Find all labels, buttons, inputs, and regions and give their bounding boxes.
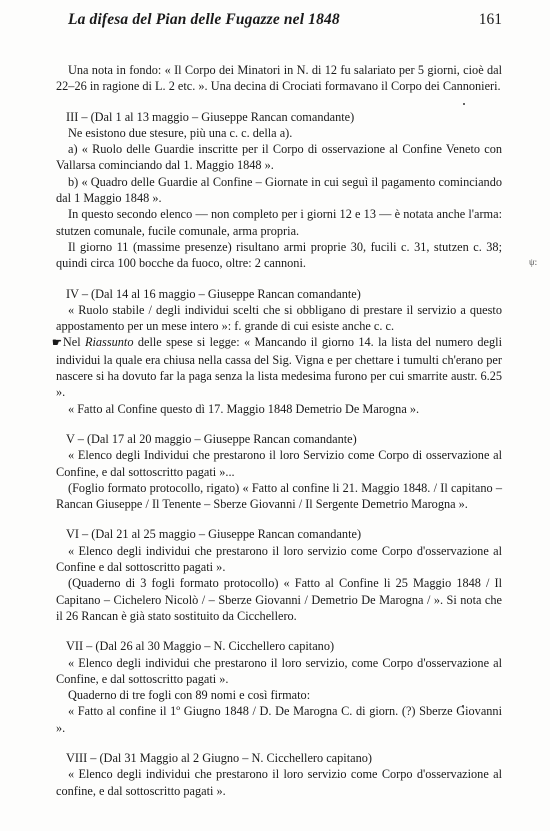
section-v [56,431,502,512]
section-paragraph: Il giorno 11 (massime presenze) risultano armi proprie 30, fucili c. 31, stutzen c. 38; quindi circa 100 bocche da fuoco, oltre: 2 cannoni. [56,239,502,271]
section-heading: IV – (Dal 14 al 16 maggio – Giuseppe Rancan comandante) [66,286,361,301]
section-paragraph: (Quaderno di 3 fogli formato protocollo) « Fatto al Confine li 25 Maggio 1848 / Il Capitano – Cichelero Nicolò / – Sberze Giovanni / Demetrio De Marogna / ». Si nota che il 26 Rancan è già stato sostituito da Cicchellero. [56,576,502,623]
section-heading: VIII – (Dal 31 Maggio al 2 Giugno – N. Cicchellero capitano) [66,750,372,765]
section-paragraph: « Elenco degli individui che prestarono il loro servizio come Corpo d'osservazione al confine, e dal sottoscritto pagati ». [56,767,502,798]
section-paragraph: Ne esistono due stesure, più una c. c. della a). [68,125,293,140]
paragraph-rest: delle spese si legge: « Mancando il giorno 14. la lista del numero degli individui la quale era chiusa nella cassa del Sig. Vigna e per chettare i tumulti ch'erano per nascere si ha dovuto far la paga senza la lista medesima furono per cui smarrite austr. 6.25 ». [56,335,502,400]
section-paragraph: (Foglio formato protocollo, rigato) « Fatto al confine li 21. Maggio 1848. / Il capitano – Rancan Giuseppe / Il Tenente – Sberze Giovanni / Il Sergente Demetrio Marogna ». [56,480,502,512]
section-paragraph: a) « Ruolo delle Guardie inscritte per il Corpo di osservazione al Confine Veneto con Vallarsa cominciando dal 1. Maggio 1848 ». [56,142,502,173]
section-heading: VI – (Dal 21 al 25 maggio – Giuseppe Rancan comandante) [66,527,362,542]
section-paragraph: b) « Quadro delle Guardie al Confine – Giornate in cui seguì il pagamento cominciando dal 1 Maggio 1848 ». [56,174,502,206]
section-paragraph [52,334,502,400]
section-heading: V – (Dal 17 al 20 maggio – Giuseppe Rancan comandante) [66,431,357,446]
section-paragraph: « Elenco degli individui che prestarono il loro servizio, come Corpo d'osservazione al Confine, e dal sottoscritto pagati ». [56,655,502,686]
pointing-hand-icon: ☛ [52,337,61,350]
page-header [68,12,502,34]
section-paragraph: « Fatto al confine il 1º Giugno 1848 / D. De Marogna C. di giorn. (?) Sberze Giovanni ». [56,704,502,735]
italic-term: Riassunto [84,335,134,350]
margin-mark: ψ: [529,257,538,267]
section-paragraph: « Elenco degli Individui che prestarono il loro Servizio come Corpo di osservazione al Confine, e dal sottoscritto pagati »... [56,448,502,479]
section-viii [56,750,502,799]
paragraph-lead: Nel [62,335,85,350]
section-heading: III – (Dal 1 al 13 maggio – Giuseppe Rancan comandante) [66,109,355,124]
section-paragraph: « Ruolo stabile / degli individui scelti che si obbligano di prestare il servizio a questo appostamento per un mese intero »: f. grande di cui esiste anche c. c. [56,302,502,334]
page-number: 161 [478,11,502,28]
section-paragraph: « Fatto al Confine questo dì 17. Maggio 1848 Demetrio De Marogna ». [68,401,420,416]
section-vi [56,526,502,624]
section-paragraph: In questo secondo elenco — non completo per i giorni 12 e 13 — è notata anche l'arma: stutzen comunale, fucile comunale, arma propria. [56,207,502,238]
section-paragraph: Quaderno di tre fogli con 89 nomi e così firmato: [68,688,311,703]
running-title: La difesa del Pian delle Fugazze nel 1848 [68,11,340,28]
section-heading: VII – (Dal 26 al 30 Maggio – N. Cicchellero capitano) [66,639,335,654]
section-vii [56,638,502,736]
section-iv [52,286,502,417]
section-paragraph: « Elenco degli individui che prestarono il loro servizio come Corpo d'osservazione al Confine e dal sottoscritto pagati ». [56,543,502,575]
intro-paragraph: Una nota in fondo: « Il Corpo dei Minatori in N. di 12 fu salariato per 5 giorni, cioè dal 22–26 in ragione di L. 2 etc. ». Una decina di Crociati formavano il Corpo dei Cannonieri. [56,63,502,94]
section-iii [56,109,502,272]
page-body [52,62,502,799]
